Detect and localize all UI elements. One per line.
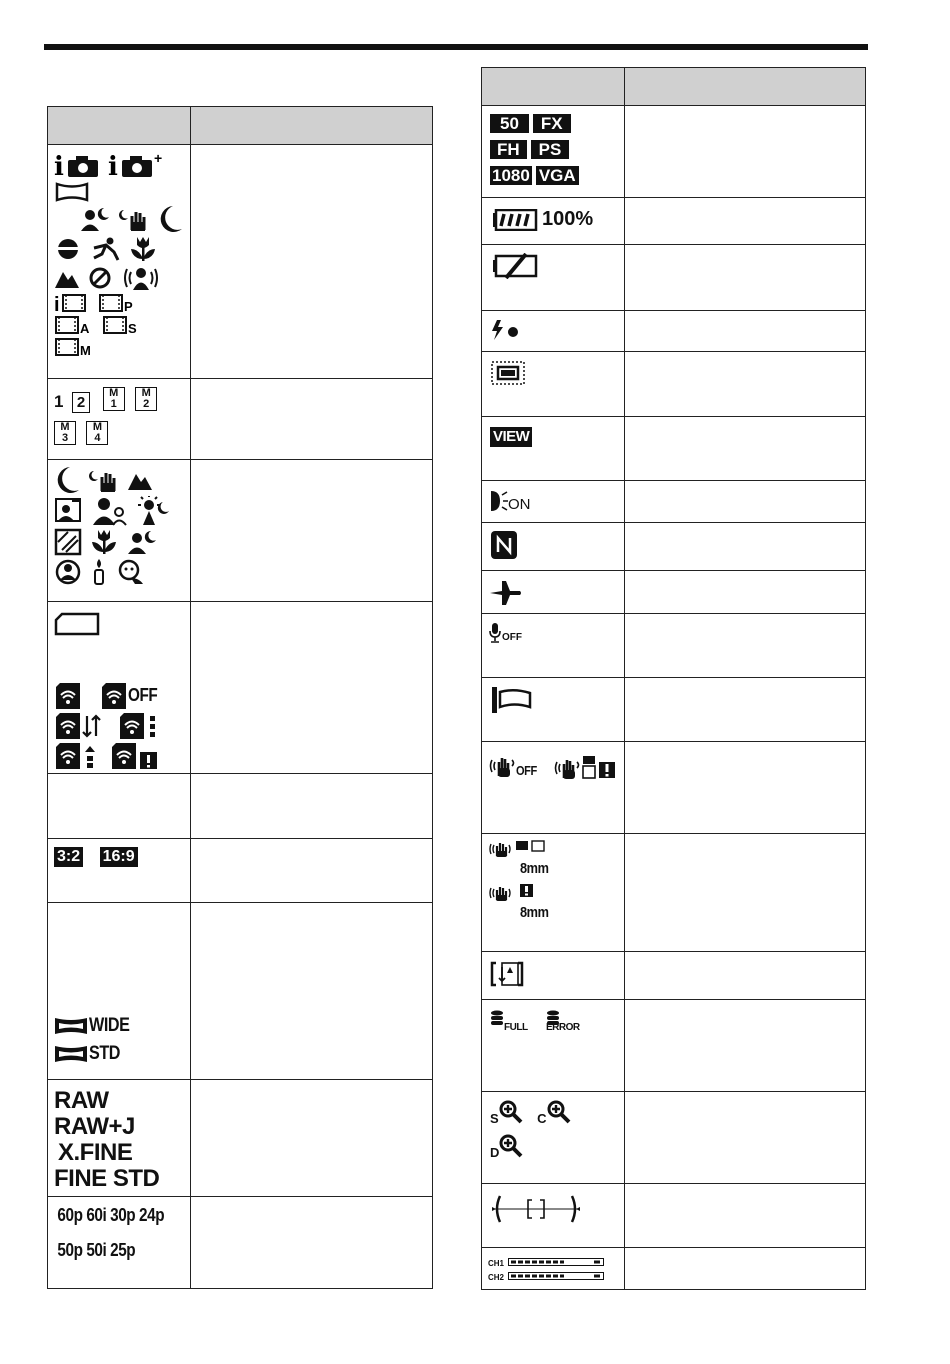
table-row: [482, 834, 866, 952]
quality-xfine-label: X.FINE: [58, 1139, 133, 1166]
hand-held-twilight-icon: [118, 206, 148, 232]
audio-level-icon: [508, 1272, 604, 1280]
wifi-transfer-icon: [54, 712, 104, 740]
database-full-icon: [490, 1010, 504, 1028]
table-row: [482, 614, 866, 678]
table-row: [482, 571, 866, 614]
view-label: VIEW: [490, 427, 532, 447]
clear-zoom-icon: [547, 1100, 571, 1124]
intelligent-movie-icon: [54, 293, 90, 313]
wifi-card-off-icon: [100, 682, 128, 710]
steadyshot-warning-icon: [553, 752, 617, 780]
panorama-wide-icon: [54, 1017, 88, 1035]
table-row: [48, 145, 433, 379]
table-row: [482, 523, 866, 571]
table-row: [482, 417, 866, 481]
rec-ps-label: PS: [531, 140, 570, 159]
rec-vga-label: VGA: [536, 166, 579, 185]
table-row: [482, 311, 866, 352]
smart-zoom-label: S: [490, 1111, 499, 1127]
svg-text:P: P: [124, 299, 134, 313]
nfc-icon: [490, 530, 518, 560]
table-row: [48, 602, 433, 774]
database-error-label: ERROR: [546, 1022, 580, 1033]
register-m1-label: M1: [103, 387, 125, 411]
table-row: [48, 460, 433, 602]
panorama-std-label: STD: [89, 1043, 121, 1064]
mic-off-icon: [488, 622, 502, 644]
macro-icon: [90, 528, 118, 556]
quality-fine-std-label: FINE STD: [54, 1165, 160, 1192]
right-icon-table: [481, 67, 866, 1290]
night-portrait-icon: [137, 496, 171, 526]
anti-motion-blur-icon: [88, 266, 112, 290]
aspect-frame-icon: [490, 360, 526, 386]
table-row: [482, 742, 866, 834]
table-row: [482, 106, 866, 198]
portrait-icon: [92, 496, 128, 526]
register-2-label: 2: [72, 392, 90, 413]
table-row: [482, 481, 866, 523]
wifi-standby-icon: [118, 712, 160, 740]
backlight-icon: [54, 528, 82, 556]
svg-text:i: i: [108, 152, 119, 179]
register-m3-label: M3: [54, 421, 76, 445]
frame-rates-50-label: 50p 50i 25p: [57, 1240, 136, 1260]
table-row: [482, 1092, 866, 1184]
steadyshot-off-icon: [488, 754, 516, 778]
table-row: [48, 774, 433, 839]
memory-card-icon: [54, 612, 100, 636]
table-row: [482, 245, 866, 311]
audio-ch2-label: CH2: [488, 1273, 505, 1282]
battery-percent-label: 100%: [542, 208, 594, 230]
quality-raw-j-label: RAW+J: [54, 1113, 135, 1140]
battery-empty-icon: [492, 253, 540, 279]
movie-manual-icon: [54, 337, 96, 357]
intelligent-auto-icon: [54, 151, 100, 179]
table-row: [48, 1080, 433, 1197]
table-row: [48, 839, 433, 903]
table-row: [482, 352, 866, 417]
night-scene-icon: [54, 466, 80, 494]
table-header: [48, 107, 433, 145]
landscape-icon: [54, 266, 80, 290]
table-row: [48, 379, 433, 460]
movie-program-icon: [98, 293, 138, 313]
register-m4-label: M4: [86, 421, 108, 445]
airplane-mode-icon: [488, 579, 522, 607]
backlight-portrait-icon: [54, 497, 84, 525]
svg-text:M: M: [80, 343, 91, 357]
macro-icon: [129, 235, 157, 263]
wind-noise-icon: [490, 686, 532, 714]
mic-off-label: OFF: [502, 632, 522, 644]
register-m2-label: M2: [135, 387, 157, 411]
svg-text:i: i: [54, 294, 60, 313]
table-row: [482, 952, 866, 1000]
af-illuminator-icon: [488, 489, 508, 513]
rec-fh-label: FH: [490, 140, 527, 159]
sports-icon: [90, 236, 120, 262]
table-row: [482, 1248, 866, 1290]
wifi-card-icon: [54, 682, 82, 710]
movie-shutter-icon: [102, 315, 142, 335]
svg-text:+: +: [154, 151, 163, 166]
digital-zoom-icon: [499, 1134, 523, 1158]
spotlight-icon: [54, 558, 82, 586]
spot-metering-circle-icon: [490, 1194, 582, 1224]
night-scene-icon: [157, 205, 183, 233]
panorama-std-icon: [54, 1045, 88, 1063]
aspect-16-9-label: 16:9: [100, 847, 138, 867]
audio-level-icon: [508, 1258, 604, 1266]
frame-rates-60-label: 60p 60i 30p 24p: [57, 1205, 165, 1225]
quality-raw-label: RAW: [54, 1087, 109, 1114]
auto-orientation-icon: [490, 961, 524, 987]
audio-ch1-label: CH1: [488, 1259, 505, 1268]
wifi-error-icon: [110, 742, 160, 770]
table-row: [482, 198, 866, 245]
table-row: [482, 1184, 866, 1248]
sunset-icon: [54, 236, 82, 262]
battery-full-icon: [492, 209, 538, 231]
night-portrait-icon: [127, 529, 157, 555]
table-row: [482, 1000, 866, 1092]
left-icon-table: [47, 106, 433, 1289]
digital-zoom-label: D: [490, 1145, 500, 1161]
table-row: [48, 903, 433, 1080]
register-1-label: 1: [54, 392, 64, 411]
steadyshot-off-label: OFF: [516, 763, 537, 779]
af-illuminator-on-label: ON: [508, 496, 531, 514]
movie-aperture-icon: [54, 315, 94, 335]
night-portrait-icon: [80, 206, 110, 232]
superior-auto-icon: [108, 151, 166, 179]
candle-icon: [90, 558, 108, 586]
panorama-wide-label: WIDE: [89, 1015, 130, 1036]
top-rule: [44, 44, 868, 50]
rec-50-label: 50: [490, 114, 529, 133]
table-header: [482, 68, 866, 106]
clear-zoom-label: C: [537, 1111, 547, 1127]
flash-charging-icon: [490, 319, 520, 341]
focal-length-label: 8mm: [520, 860, 549, 877]
infant-icon: [117, 558, 145, 586]
svg-text:S: S: [128, 321, 138, 335]
focal-length-warning-label: 8mm: [520, 904, 549, 921]
rec-1080-label: 1080: [492, 166, 530, 185]
steadyshot-focal-icon: [488, 838, 548, 858]
panorama-icon: [54, 181, 90, 203]
landscape-icon: [127, 468, 153, 492]
table-row: [48, 1197, 433, 1289]
svg-text:i: i: [54, 152, 64, 179]
hand-held-twilight-icon: [88, 467, 118, 493]
steadyshot-focal-warning-icon: [488, 882, 548, 902]
database-full-label: FULL: [504, 1022, 528, 1033]
portrait-icon: [121, 265, 161, 291]
svg-text:A: A: [80, 321, 90, 335]
table-row: [482, 678, 866, 742]
wifi-upload-icon: [54, 742, 98, 770]
smart-zoom-icon: [499, 1100, 523, 1124]
aspect-3-2-label: 3:2: [54, 847, 83, 867]
wifi-off-label: OFF: [128, 685, 158, 706]
rec-fx-label: FX: [533, 114, 571, 133]
